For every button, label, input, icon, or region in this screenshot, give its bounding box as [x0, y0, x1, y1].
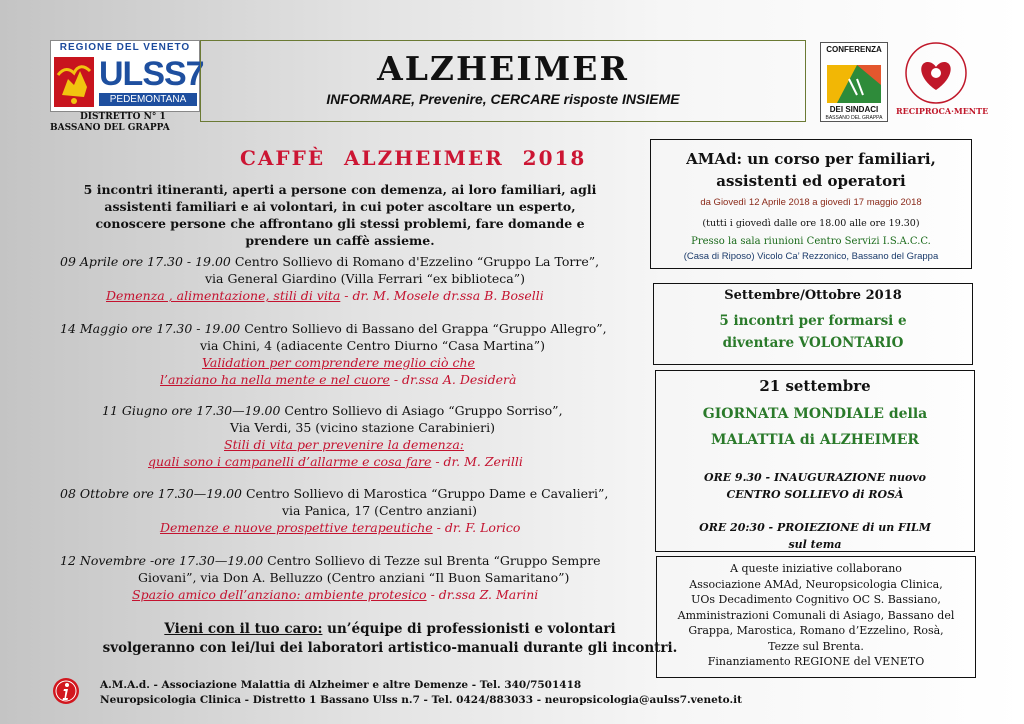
event-address: via Panica, 17 (Centro anziani) [282, 503, 477, 518]
event-date: 09 Aprile ore 17.30 - 19.00 [60, 254, 231, 269]
course-heading [651, 148, 971, 192]
course-box [650, 139, 972, 269]
world-day-title [656, 401, 974, 453]
event-place: Centro Sollievo di Tezze sul Brenta “Gruppo Sempre [263, 553, 601, 568]
world-day-line2: MALATTIA di ALZHEIMER [710, 432, 920, 448]
closing-line2: svolgeranno con lei/lui dei laboratori artistico-manuali durante gli incontri. [102, 640, 678, 656]
event-address: Via Verdi, 35 (vicino stazione Carabinieri) [230, 420, 495, 435]
volunteer-line1: 5 incontri per formarsi e [719, 313, 907, 329]
event-speaker: - dr.ssa A. Desiderà [389, 372, 517, 387]
volunteer-box [653, 283, 973, 365]
event-topic: Demenza , alimentazione, stili di vita [106, 288, 341, 303]
inauguration-text [656, 469, 974, 503]
inauguration-line1: ORE 9.30 - INAUGURAZIONE nuovo [703, 471, 927, 484]
intro-text: 5 incontri itineranti, aperti a persone con demenza, ai loro familiari, agli assistenti familiari e ai volontari, in cui poter ascoltare un esperto, conoscere persone che affrontano gli stessi problemi, fare domande e prendere un caffè assieme. [83, 182, 597, 248]
event-date: 11 Giugno ore 17.30—19.00 [102, 403, 281, 418]
ulss7-logo [50, 40, 204, 112]
event-speaker: - dr. M. Mosele dr.ssa B. Boselli [340, 288, 544, 303]
sindaci-label: DEI SINDACI [829, 105, 879, 114]
film-line1: ORE 20:30 - PROIEZIONE di un FILM [699, 521, 931, 534]
event-place: Centro Sollievo di Romano d'Ezzelino “Gruppo La Torre”, [230, 254, 600, 269]
landscape-icon [827, 65, 881, 103]
partners-line: Associazione AMAd, Neuropsicologia Clinica, [689, 577, 943, 591]
page-title: ALZHEIMER [377, 49, 629, 88]
page-subtitle: INFORMARE, Prevenire, CERCARE risposte INSIEME [326, 91, 680, 107]
bassano-label: BASSANO DEL GRAPPA [50, 123, 170, 133]
event-topic: Spazio amico dell’anziano: ambiente protesico [132, 587, 427, 602]
world-day-line1: GIORNATA MONDIALE della [702, 406, 928, 422]
event-speaker: - dr. F. Lorico [432, 520, 521, 535]
partners-text [657, 561, 975, 670]
event-1 [60, 253, 599, 304]
footer-line-amad: A.M.A.d. - Associazione Malattia di Alzheimer e altre Demenze - Tel. 340/7501418 [100, 679, 582, 691]
course-dates: da Giovedì 12 Aprile 2018 a giovedì 17 maggio 2018 [700, 197, 922, 208]
event-topic: Stili di vita per prevenire la demenza: [224, 437, 464, 452]
world-day-date: 21 settembre [759, 377, 871, 395]
event-date: 08 Ottobre ore 17.30—19.00 [60, 486, 242, 501]
footer-line-neuro: Neuropsicologia Clinica - Distretto 1 Bassano Ulss n.7 - Tel. 0424/883033 - neuropsicologia@aulss7.veneto.it [100, 694, 742, 706]
event-place: Centro Sollievo di Marostica “Gruppo Dame e Cavalieri”, [242, 486, 609, 501]
heart-icon [896, 40, 976, 106]
inauguration-line2: CENTRO SOLLIEVO di ROSÀ [726, 488, 904, 501]
ulss-wordmark: ULSS7 [99, 55, 204, 93]
course-heading-line1: AMAd: un corso per familiari, [686, 150, 936, 168]
volunteer-heading: Settembre/Ottobre 2018 [724, 288, 902, 303]
event-topic: Demenze e nuove prospettive terapeutiche [160, 520, 433, 535]
conferenza-logo [820, 42, 888, 122]
film-line2: sul tema [788, 538, 842, 551]
info-icon [52, 677, 80, 705]
course-venue: Presso la sala riunioni Centro Servizi I.S.A.C.C. [691, 236, 931, 247]
closing-text [70, 620, 710, 658]
event-address: via General Giardino (Villa Ferrari “ex biblioteca”) [205, 271, 525, 286]
course-address: (Casa di Riposo) Vicolo Ca’ Rezzonico, Bassano del Grappa [683, 251, 939, 262]
event-4 [60, 485, 608, 536]
caffe-title: CAFFÈ ALZHEIMER 2018 [240, 146, 587, 170]
event-5 [60, 552, 601, 603]
region-label: REGIONE DEL VENETO [59, 42, 191, 53]
partners-box [656, 556, 976, 678]
event-topic-2: l’anziano ha nella mente e nel cuore [160, 372, 390, 387]
partners-line: Amministrazioni Comunali di Asiago, Bassano del [677, 608, 955, 622]
course-hours: (tutti i giovedì dalle ore 18.00 alle ore 19.30) [702, 218, 920, 229]
event-speaker: - dr.ssa Z. Marini [426, 587, 539, 602]
event-date: 14 Maggio ore 17.30 - 19.00 [60, 321, 241, 336]
partners-line: UOs Decadimento Cognitivo OC S. Bassiano, [691, 593, 941, 606]
partners-line: Grappa, Marostica, Romano d’Ezzelino, Rosà, [688, 624, 944, 637]
event-speaker: - dr. M. Zerilli [431, 454, 523, 469]
reciproca-mente-logo [896, 40, 989, 120]
pedemontana-label: PEDEMONTANA [99, 93, 197, 106]
partners-line: A queste iniziative collaborano [730, 562, 902, 575]
event-topic: Validation per comprendere meglio ciò che [202, 355, 475, 370]
event-address: Giovani”, via Don A. Belluzzo (Centro anziani “Il Buon Samaritano”) [138, 570, 570, 585]
world-day-box [655, 370, 975, 552]
event-date: 12 Novembre -ore 17.30—19.00 [60, 553, 264, 568]
course-heading-line2: assistenti ed operatori [716, 172, 906, 190]
conferenza-label: CONFERENZA [826, 45, 882, 54]
event-2 [60, 320, 607, 388]
partners-line: Finanziamento REGIONE del VENETO [707, 655, 925, 668]
event-place: Centro Sollievo di Bassano del Grappa “Gruppo Allegro”, [240, 321, 607, 336]
closing-rest: un’équipe di professionisti e volontari [322, 621, 616, 637]
distretto-label: DISTRETTO N° 1 [80, 112, 166, 122]
lion-icon [54, 57, 94, 107]
film-text [656, 519, 974, 553]
event-place: Centro Sollievo di Asiago “Gruppo Sorriso”, [280, 403, 563, 418]
conferenza-caption: BASSANO DEL GRAPPA [825, 115, 883, 121]
event-topic-2: quali sono i campanelli d’allarme e cosa fare [148, 454, 432, 469]
volunteer-line2: diventare VOLONTARIO [722, 335, 904, 351]
volunteer-text [654, 310, 972, 354]
event-3 [102, 402, 563, 470]
partners-line: Tezze sul Brenta. [768, 639, 864, 653]
title-box [200, 40, 806, 122]
reciproca-label: RECIPROCA·MENTE [896, 106, 989, 116]
footer-contacts [100, 678, 742, 708]
event-address: via Chini, 4 (adiacente Centro Diurno “Casa Martina”) [200, 338, 546, 353]
closing-lead: Vieni con il tuo caro: [164, 621, 323, 637]
